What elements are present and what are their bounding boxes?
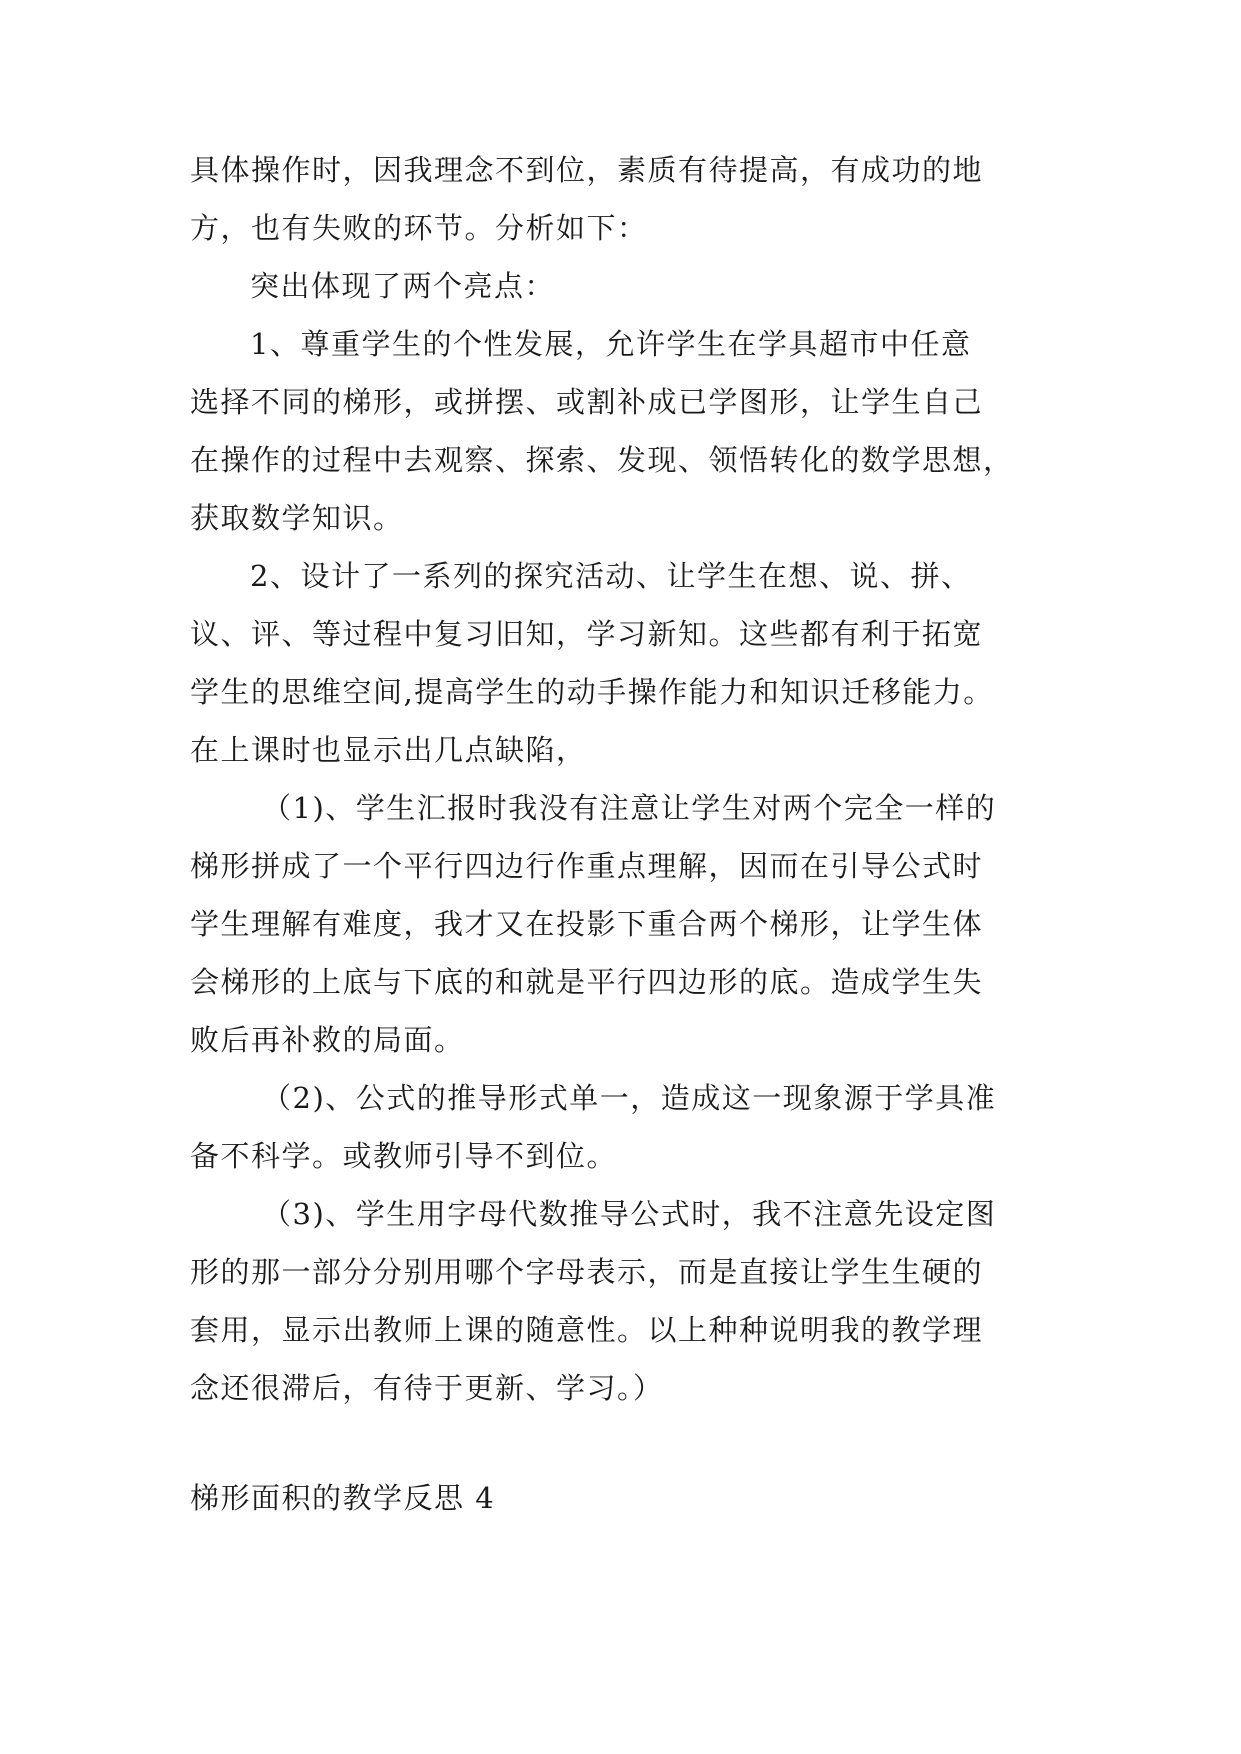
paragraph-line: （1)、学生汇报时我没有注意让学生对两个完全一样的 [262, 791, 997, 825]
paragraph-line: 1、尊重学生的个性发展，允许学生在学具超市中任意 [250, 327, 972, 361]
paragraph-line: 备不科学。或教师引导不到位。 [190, 1139, 618, 1173]
paragraph-line: 念还很滞后，有待于更新、学习。） [190, 1371, 664, 1405]
paragraph-line: 议、评、等过程中复习旧知，学习新知。这些都有利于拓宽 [190, 617, 984, 651]
paragraph-line: 套用，显示出教师上课的随意性。以上种种说明我的教学理 [190, 1313, 984, 1347]
paragraph-line: 形的那一部分分别用哪个字母表示，而是直接让学生生硬的 [190, 1255, 984, 1289]
paragraph-line: 方，也有失败的环节。分析如下： [190, 211, 648, 245]
paragraph-line: 在上课时也显示出几点缺陷， [190, 733, 587, 767]
paragraph-line: 梯形拼成了一个平行四边行作重点理解，因而在引导公式时 [190, 849, 984, 883]
paragraph-line: （3)、学生用字母代数推导公式时，我不注意先设定图 [262, 1197, 997, 1231]
paragraph-line: 学生理解有难度，我才又在投影下重合两个梯形，让学生体 [190, 907, 984, 941]
paragraph-line: 2、设计了一系列的探究活动、让学生在想、说、拼、 [250, 559, 972, 593]
paragraph-line: 具体操作时，因我理念不到位，素质有待提高，有成功的地 [190, 153, 984, 187]
paragraph-line: 选择不同的梯形，或拼摆、或割补成已学图形，让学生自己 [190, 385, 984, 419]
paragraph-line: 学生的思维空间,提高学生的动手操作能力和知识迁移能力。 [190, 675, 994, 709]
paragraph-line: 败后再补救的局面。 [190, 1023, 465, 1057]
paragraph-line: 会梯形的上底与下底的和就是平行四边形的底。造成学生失 [190, 965, 984, 999]
paragraph-line: 在操作的过程中去观察、探索、发现、领悟转化的数学思想， [190, 443, 1014, 477]
paragraph-line: 获取数学知识。 [190, 501, 404, 535]
paragraph-line: （2)、公式的推导形式单一，造成这一现象源于学具准 [262, 1081, 997, 1115]
paragraph-line: 突出体现了两个亮点： [250, 269, 556, 303]
section-heading: 梯形面积的教学反思 4 [190, 1481, 496, 1515]
